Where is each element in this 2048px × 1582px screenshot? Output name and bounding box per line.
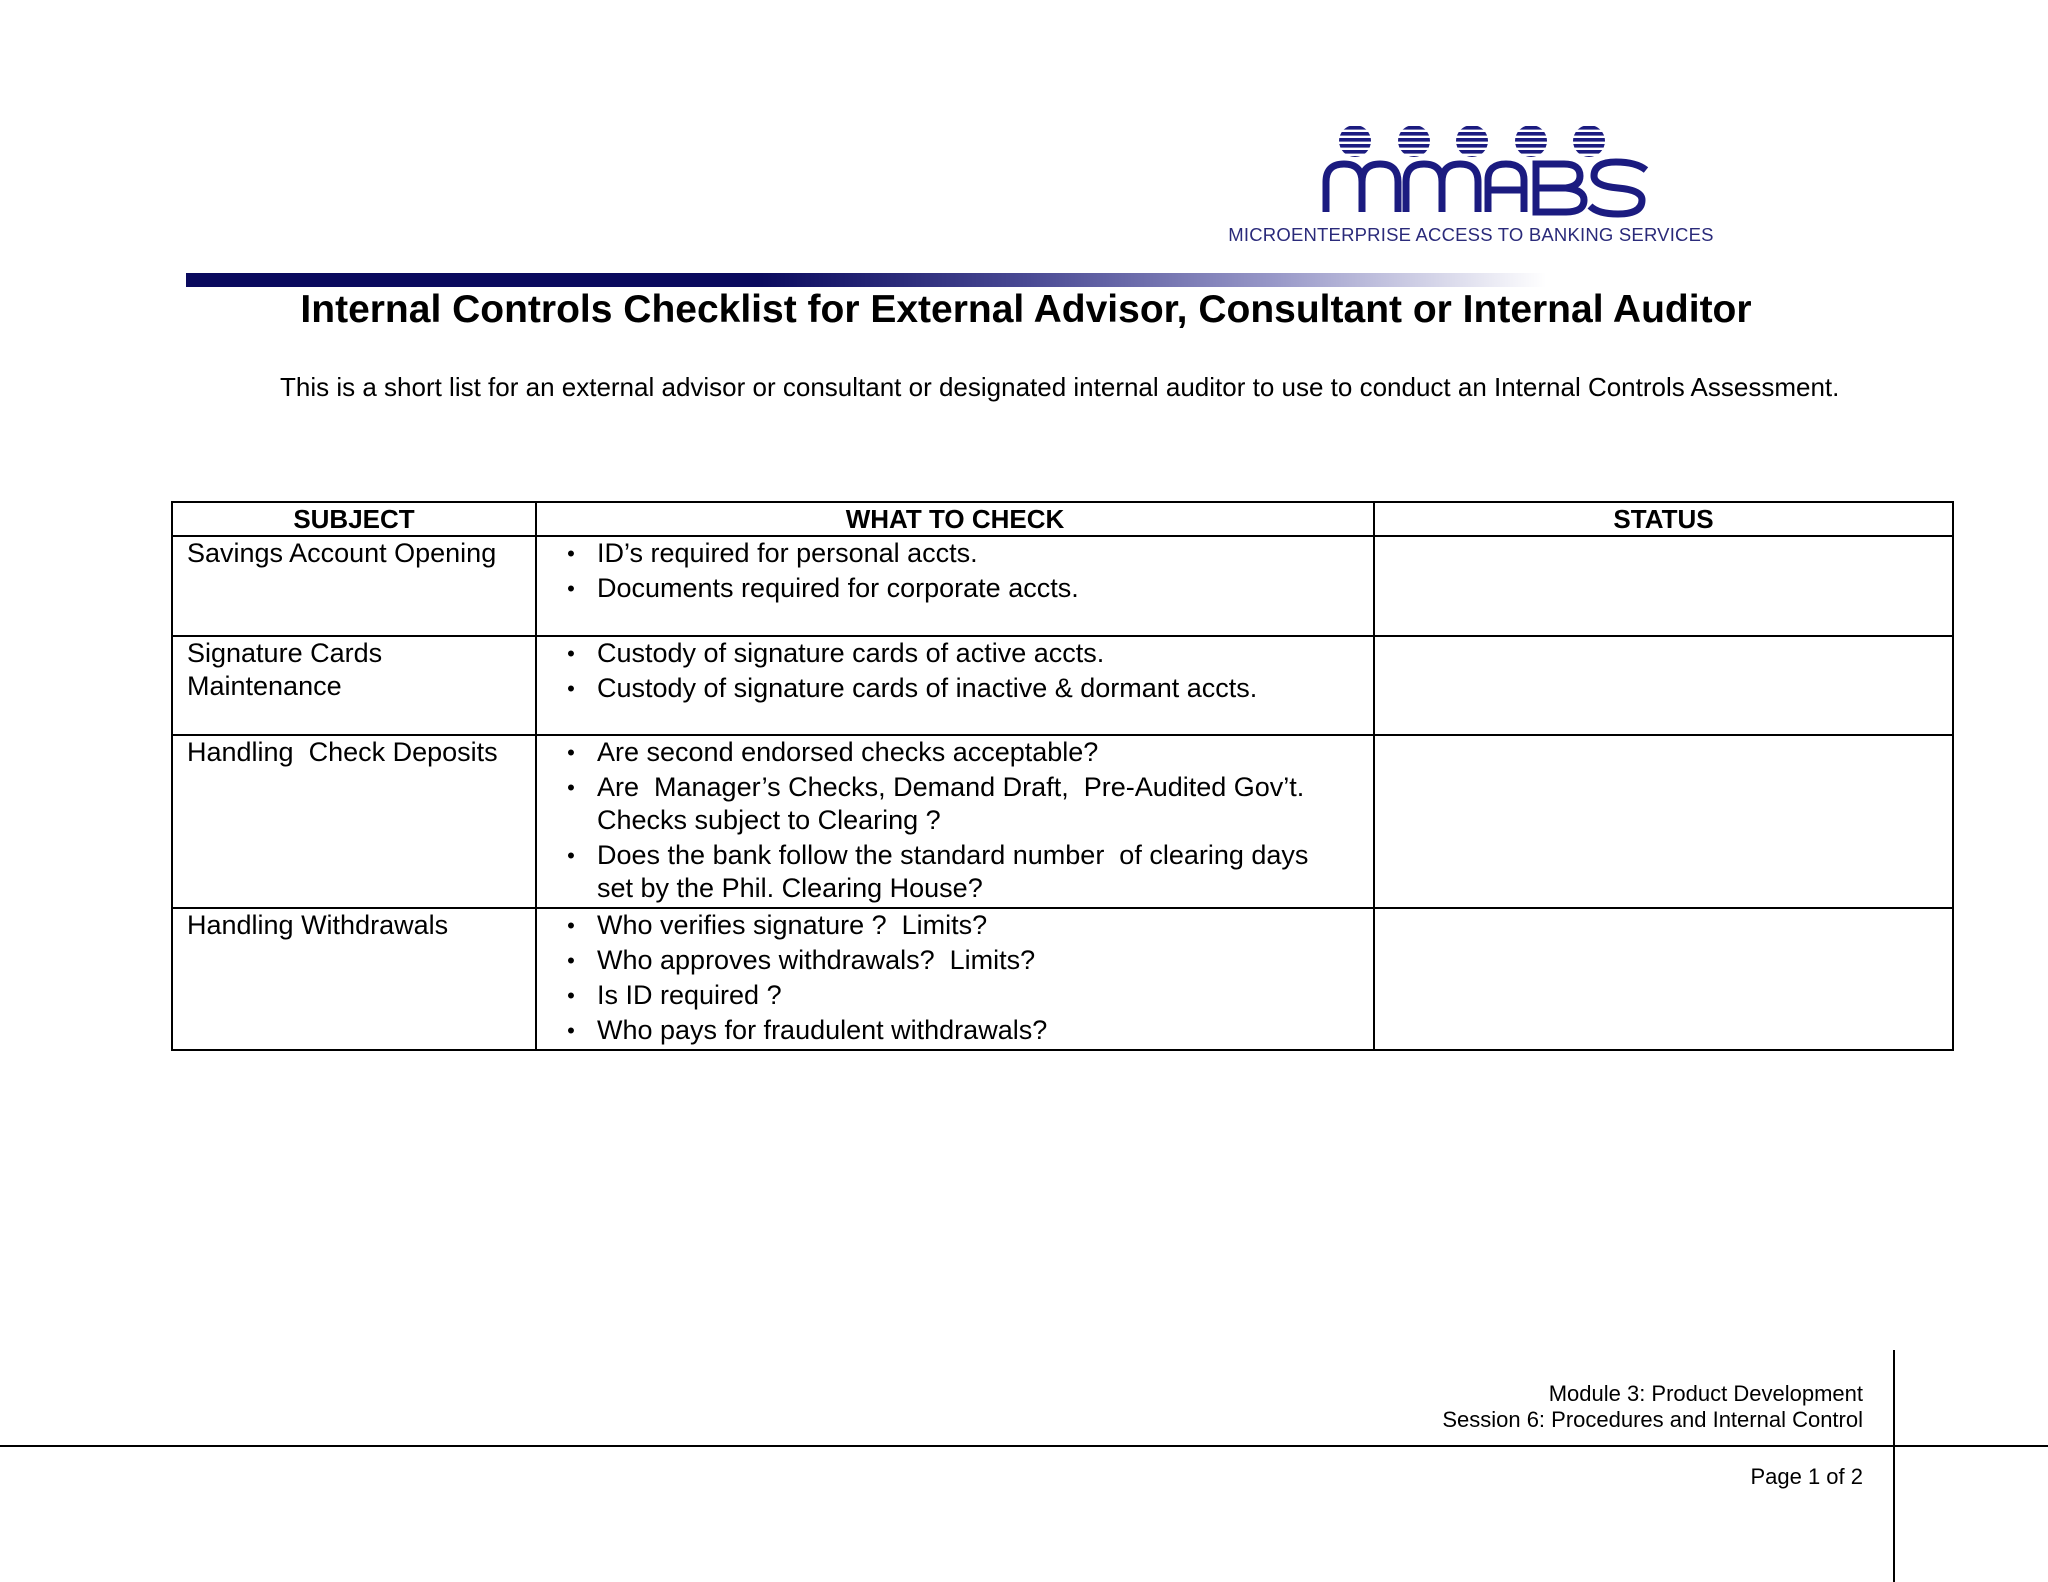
- header-status: STATUS: [1374, 502, 1953, 536]
- document-title: Internal Controls Checklist for External Advisor, Consultant or Internal Auditor: [300, 288, 1752, 331]
- bullet-icon: •: [567, 775, 575, 800]
- bullet-icon: •: [567, 676, 575, 701]
- footer-module: Module 3: Product Development: [1548, 1381, 1863, 1406]
- table-row: [172, 536, 1953, 636]
- subject-cell: Handling Withdrawals: [172, 908, 536, 1050]
- bullet-icon: •: [567, 1018, 575, 1043]
- page-number: Page 1 of 2: [1750, 1464, 1863, 1489]
- check-item: • Is ID required ?: [561, 979, 1351, 1012]
- check-item: • Who pays for fraudulent withdrawals?: [561, 1014, 1351, 1047]
- check-item: • Who approves withdrawals? Limits?: [561, 944, 1351, 977]
- bullet-icon: •: [567, 843, 575, 868]
- mabs-logo-mark: [1206, 120, 1736, 220]
- table-row: [172, 908, 1953, 1050]
- status-cell[interactable]: [1374, 735, 1953, 908]
- bullet-icon: •: [567, 948, 575, 973]
- check-item: • Are second endorsed checks acceptable?: [561, 736, 1351, 769]
- footer-divider: [0, 1445, 2048, 1447]
- check-item: • Are Manager’s Checks, Demand Draft, Pre-Audited Gov’t. Checks subject to Clearing ?: [561, 771, 1351, 837]
- checks-cell: [536, 908, 1374, 1050]
- bullet-icon: •: [567, 541, 575, 566]
- bullet-icon: •: [567, 576, 575, 601]
- subject-cell: Savings Account Opening: [172, 536, 536, 636]
- status-cell[interactable]: [1374, 536, 1953, 636]
- bullet-icon: •: [567, 641, 575, 666]
- status-cell[interactable]: [1374, 636, 1953, 735]
- check-item: • Who verifies signature ? Limits?: [561, 909, 1351, 942]
- footer-vertical-divider: [1893, 1350, 1895, 1582]
- table-row: [172, 735, 1953, 908]
- checklist-table: [171, 501, 1954, 1051]
- bullet-icon: •: [567, 983, 575, 1008]
- checks-cell: [536, 536, 1374, 636]
- check-item: • Custody of signature cards of inactive & dormant accts.: [561, 672, 1351, 705]
- bullet-icon: •: [567, 913, 575, 938]
- header-rule-bar: [186, 273, 1546, 287]
- subject-cell: Signature Cards Maintenance: [172, 636, 536, 735]
- table-header-row: [172, 502, 1953, 536]
- check-item: • Documents required for corporate accts.: [561, 572, 1351, 605]
- checks-cell: [536, 636, 1374, 735]
- header-what-to-check: WHAT TO CHECK: [536, 502, 1374, 536]
- status-cell[interactable]: [1374, 908, 1953, 1050]
- logo-tagline: MICROENTERPRISE ACCESS TO BANKING SERVICES: [1228, 224, 1714, 245]
- mabs-logo: [1206, 120, 1736, 250]
- table-row: [172, 636, 1953, 735]
- bullet-icon: •: [567, 740, 575, 765]
- intro-paragraph: This is a short list for an external advisor or consultant or designated internal auditor to use to conduct an Internal Controls Assessment.: [280, 372, 1840, 402]
- header-subject: SUBJECT: [172, 502, 536, 536]
- footer-session: Session 6: Procedures and Internal Control: [1442, 1407, 1863, 1432]
- footer-module-info: [1442, 1381, 1863, 1433]
- subject-cell: Handling Check Deposits: [172, 735, 536, 908]
- check-item: • Custody of signature cards of active accts.: [561, 637, 1351, 670]
- checks-cell: [536, 735, 1374, 908]
- check-item: • Does the bank follow the standard number of clearing days set by the Phil. Clearing House?: [561, 839, 1351, 905]
- check-item: • ID’s required for personal accts.: [561, 537, 1351, 570]
